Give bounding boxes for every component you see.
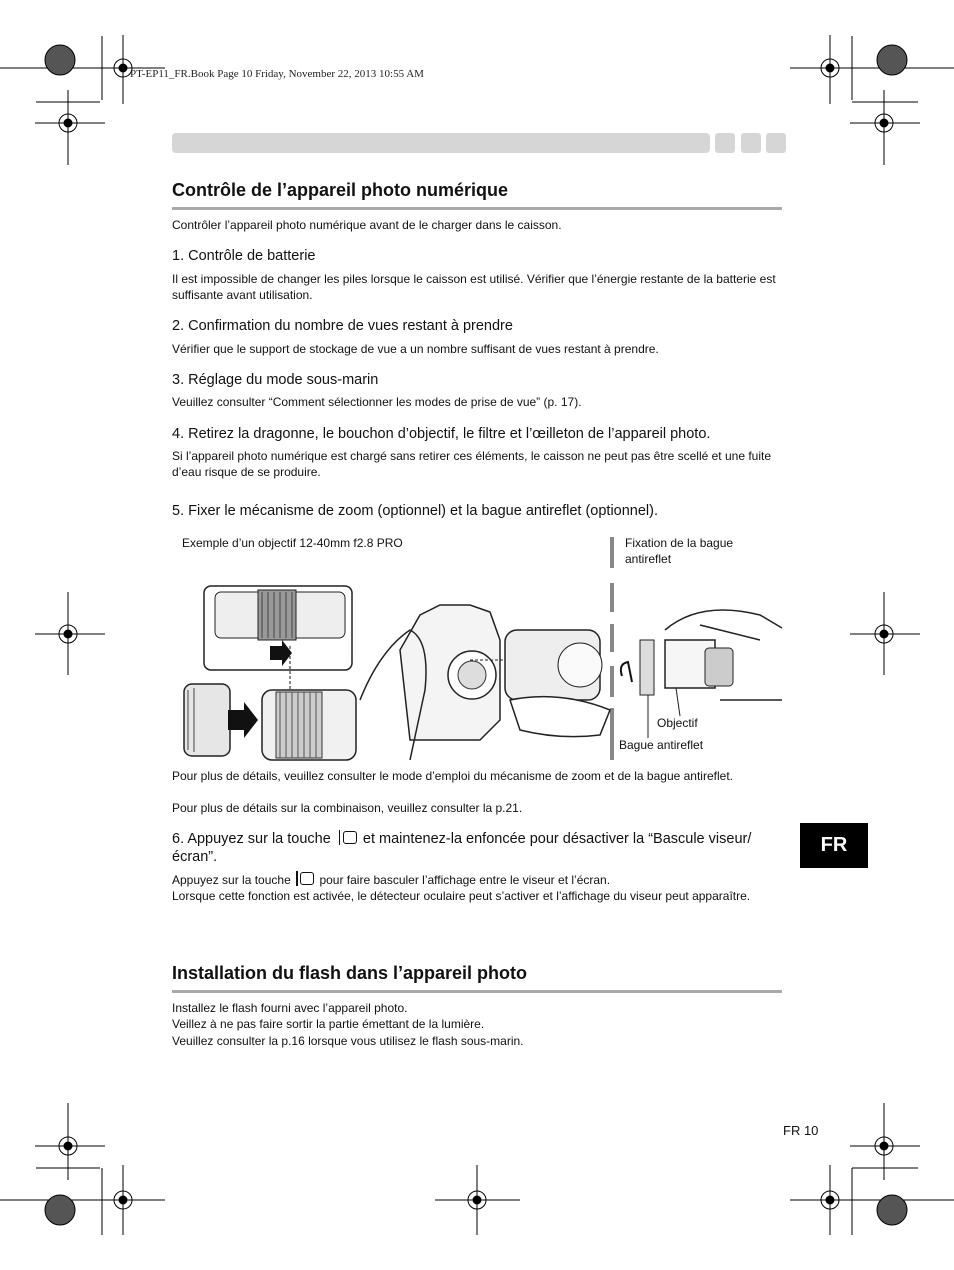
step-title-6-start: 6. Appuyez sur la touche [172, 831, 331, 847]
print-header: PT-EP11_FR.Book Page 10 Friday, November 22, 2013 10:55 AM [130, 68, 424, 80]
step-text-4: Si l’appareil photo numérique est chargé sans retirer ces éléments, le caisson ne peut pas être scellé et une fuite d’eau risque de se produire. [172, 449, 772, 479]
step-title-2: 2. Confirmation du nombre de vues restant à prendre [172, 318, 513, 334]
step-text-6a-start: Appuyez sur la touche [172, 873, 291, 887]
step-text-6a-end: pour faire basculer l’affichage entre le viseur et l’écran. [319, 873, 611, 887]
step-title-1: 1. Contrôle de batterie [172, 248, 316, 264]
step-text-6b: Lorsque cette fonction est activée, le détecteur oculaire peut s’activer et l’affichage du viseur peut apparaître. [172, 889, 751, 903]
step-text-2: Vérifier que le support de stockage de vue a un nombre suffisant de vues restant à prendre. [172, 342, 659, 356]
language-tab: FR [800, 823, 868, 868]
flash-text-2: Veillez à ne pas faire sortir la partie émettant de la lumière. [172, 1017, 485, 1031]
step-text-1: Il est impossible de changer les piles lorsque le caisson est utilisé. Vérifier que l’énergie restante de la batterie est suffisante avant utilisation. [172, 272, 776, 302]
display-toggle-button-icon [343, 831, 357, 844]
figure-label-ring: Bague antireflet [619, 738, 704, 752]
section-title-flash: Installation du flash dans l’appareil photo [172, 963, 782, 993]
step-title-4: 4. Retirez la dragonne, le bouchon d’objectif, le filtre et l’œilleton de l’appareil photo. [172, 426, 711, 442]
figure-label-lens: Objectif [657, 716, 698, 730]
page-number: FR 10 [783, 1123, 819, 1138]
display-toggle-button-icon [300, 872, 314, 885]
step-title-6-end: et maintenez-la enfoncée pour désactiver la “Bascule viseur/écran”. [172, 831, 752, 865]
step-title-3: 3. Réglage du mode sous-marin [172, 372, 379, 388]
section-intro: Contrôler l’appareil photo numérique avant de le charger dans le caisson. [172, 218, 562, 232]
step-text-6a [172, 872, 784, 888]
flash-text-3: Veuillez consulter la p.16 lorsque vous utilisez le flash sous-marin. [172, 1034, 524, 1048]
figure-caption-left: Exemple d’un objectif 12-40mm f2.8 PRO [182, 536, 403, 550]
step-text-3: Veuillez consulter “Comment sélectionner les modes de prise de vue” (p. 17). [172, 395, 582, 409]
flash-text-1: Installez le flash fourni avec l’appareil photo. [172, 1001, 408, 1015]
step-title-5: 5. Fixer le mécanisme de zoom (optionnel) et la bague antireflet (optionnel). [172, 503, 659, 519]
section-title-camera-check: Contrôle de l’appareil photo numérique [172, 180, 782, 210]
step-text-5b: Pour plus de détails sur la combinaison, veuillez consulter la p.21. [172, 801, 523, 815]
step-title-6 [172, 830, 792, 866]
figure-caption-right: Fixation de la bague antireflet [625, 536, 734, 566]
step-text-5a: Pour plus de détails, veuillez consulter le mode d’emploi du mécanisme de zoom et de la bague antireflet. [172, 769, 733, 783]
